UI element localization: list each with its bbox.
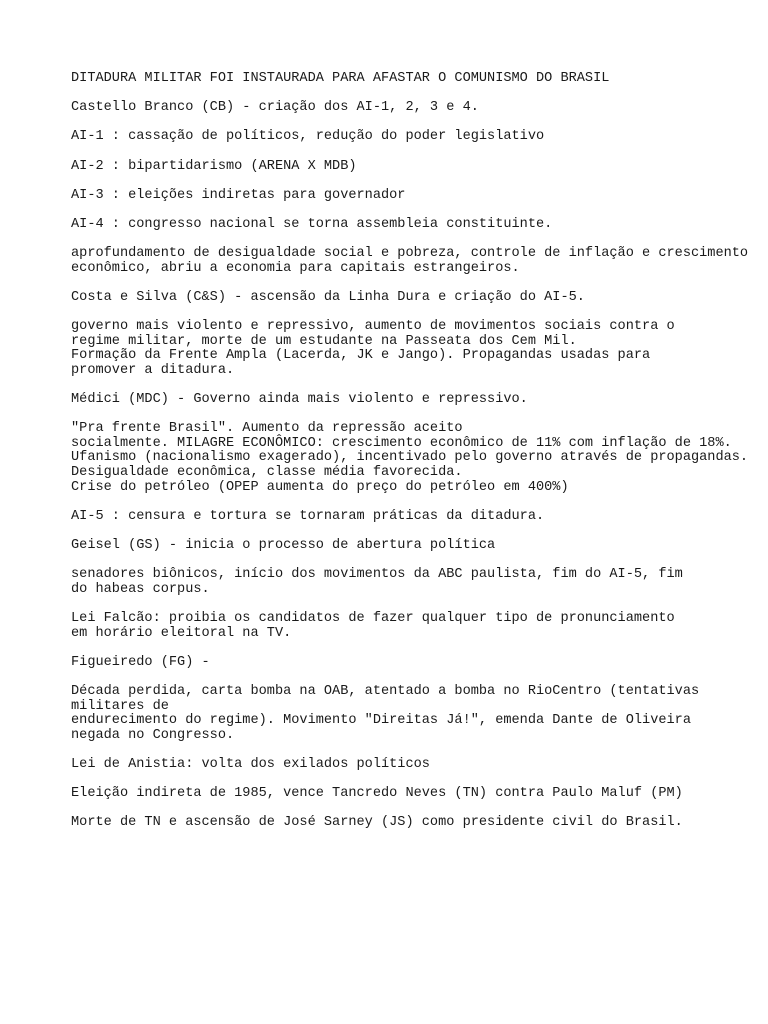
paragraph-ai-5: AI-5 : censura e tortura se tornaram práticas da ditadura.: [71, 508, 545, 524]
paragraph-castello-branco: Castello Branco (CB) - criação dos AI-1, 2, 3 e 4.: [71, 100, 479, 116]
paragraph-geisel: Geisel (GS) - inicia o processo de abertura política: [71, 538, 496, 553]
paragraph-medici: Médici (MDC) - Governo ainda mais violento e repressivo.: [71, 392, 528, 408]
paragraph-cb-summary: aprofundamento de desigualdade social e pobreza, controle de inflação e crescimento econômico, abriu a economia para capitais estrangeiros.: [71, 246, 749, 276]
paragraph-ai-4: AI-4 : congresso nacional se torna assembleia constituinte.: [71, 216, 553, 232]
paragraph-lei-anistia: Lei de Anistia: volta dos exilados políticos: [71, 756, 430, 772]
paragraph-ai-1: AI-1 : cassação de políticos, redução do poder legislativo: [71, 129, 545, 145]
paragraph-lei-falcao: Lei Falcão: proibia os candidatos de fazer qualquer tipo de pronunciamento em horário eleitoral na TV.: [71, 610, 675, 641]
paragraph-geisel-summary: senadores biônicos, início dos movimentos da ABC paulista, fim do AI-5, fim do habeas corpus.: [71, 567, 683, 597]
document-page: [71, 72, 751, 845]
document-heading: DITADURA MILITAR FOI INSTAURADA PARA AFASTAR O COMUNISMO DO BRASIL: [71, 71, 610, 86]
paragraph-eleicao-1985: Eleição indireta de 1985, vence Tancredo Neves (TN) contra Paulo Maluf (PM): [71, 786, 683, 802]
paragraph-figueiredo-summary: Década perdida, carta bomba na OAB, atentado a bomba no RioCentro (tentativas militares de endurecimento do regime). Movimento "Direitas Já!", emenda Dante de Oliveira negada no Congresso.: [71, 683, 700, 743]
paragraph-figueiredo: Figueiredo (FG) -: [71, 654, 210, 670]
paragraph-sarney: Morte de TN e ascensão de José Sarney (JS) como presidente civil do Brasil.: [71, 815, 683, 831]
paragraph-ai-2: AI-2 : bipartidarismo (ARENA X MDB): [71, 158, 357, 174]
paragraph-medici-summary: "Pra frente Brasil". Aumento da repressão aceito socialmente. MILAGRE ECONÔMICO: crescimento econômico de 11% com inflação de 18%. Ufanismo (nacionalismo exagerado), incentivado pelo governo através de propagandas. Desigualdade econômica, classe média favorecida. Crise do petróleo (OPEP aumenta do preço do petróleo em 400%): [71, 421, 749, 495]
paragraph-costa-e-silva: Costa e Silva (C&S) - ascensão da Linha Dura e criação do AI-5.: [71, 289, 585, 305]
paragraph-cs-summary: governo mais violento e repressivo, aumento de movimentos sociais contra o regime militar, morte de um estudante na Passeata dos Cem Mil. Formação da Frente Ampla (Lacerda, JK e Jango). Propagandas usadas para promover a ditadura.: [71, 319, 675, 378]
paragraph-ai-3: AI-3 : eleições indiretas para governador: [71, 187, 406, 203]
